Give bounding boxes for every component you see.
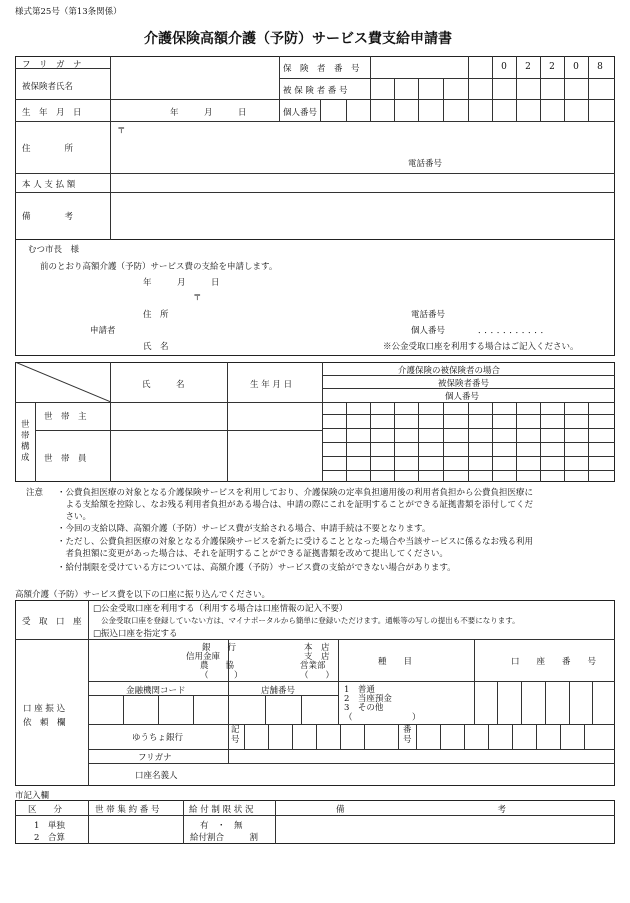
applicant-address-label: 住 所	[143, 310, 169, 320]
postal-mark: 〒	[117, 126, 126, 136]
yucho-label: ゆうちょ銀行	[132, 733, 184, 743]
account-holder-label: 口座名義人	[135, 771, 178, 781]
account-furigana-label: フリガナ	[138, 753, 172, 763]
notes-lead: 注意	[26, 488, 44, 498]
insurer-digit: 8	[597, 62, 603, 72]
bank-type: 農 協	[200, 661, 235, 671]
form-number: 様式第25号（第13条関係）	[15, 7, 122, 17]
kigou-label: 記号	[231, 725, 240, 745]
section-option: 1 単独	[34, 821, 65, 831]
section-header: 区 分	[28, 805, 63, 815]
branch-type: （ ）	[300, 671, 335, 681]
phone-label: 電話番号	[408, 159, 443, 169]
applicant-phone-label: 電話番号	[411, 310, 446, 320]
note-line: よる支給額を控除し、なお残る利用者負担がある場合は、申請の際にこれを証明することができる証拠書類を添付してくだ	[57, 500, 534, 510]
address-label: 住 所	[22, 144, 74, 154]
branch-type: 支 店	[304, 652, 330, 662]
city-remarks-header: 備 考	[336, 805, 507, 815]
bangou-label: 番号	[403, 725, 412, 745]
remarks-label: 備 考	[22, 212, 74, 222]
note-line: ・今回の支給以降、高額介護（予防）サービス費が支給される場合、申請手続は不要となります。	[57, 524, 431, 534]
note-line: ・公費負担医療の対象となる介護保険サービスを利用しており、介護保険の定率負担適用後の利用者負担から公費負担医療に	[57, 488, 534, 498]
city-heading: 市記入欄	[15, 791, 50, 801]
household-number-header: 世 帯 集 約 番 号	[95, 805, 160, 815]
household-birthdate-header: 生 年 月 日	[250, 380, 293, 390]
bank-type: （ ）	[200, 671, 243, 681]
option-public-account[interactable]: □公金受取口座を利用する（利用する場合は口座情報の記入不要）	[93, 604, 348, 614]
insurer-number-label: 保 険 者 番 号	[283, 64, 360, 74]
application-date: 年 月 日	[143, 278, 220, 288]
account-kind: 2 当座預金	[344, 694, 392, 704]
insured-name-label: 被保険者氏名	[22, 82, 74, 92]
option-public-note: 公金受取口座を登録していない方は、マイナポータルから簡単に登録いただけます。通帳等の写しの提出も不要になります。	[101, 616, 520, 625]
restriction-option: 有 ・ 無	[200, 821, 243, 831]
transfer-label: 口 座 振 込	[23, 704, 66, 714]
addressee: むつ市長 様	[28, 245, 80, 255]
applicant-name-label: 氏 名	[143, 342, 169, 352]
branch-type: 営業部	[300, 661, 326, 671]
self-payment-label: 本 人 支 払 額	[22, 180, 76, 190]
household-personal-number-header: 個人番号	[445, 392, 480, 402]
personal-number-dots: ．．．．．．．．．．．	[478, 326, 552, 336]
benefit-ratio: 給付割合 割	[190, 833, 259, 843]
household-member-label: 世 帯 員	[44, 454, 87, 464]
page-title: 介護保険高額介護（予防）サービス費支給申請書	[144, 31, 452, 47]
branch-code-label: 店舗番号	[261, 686, 296, 696]
diagonal-line	[15, 362, 111, 402]
note-line: ・給付制限を受けている方については、高額介護（予防）サービス費の支給ができない場合があります。	[57, 563, 456, 573]
note-line: さい。	[57, 512, 92, 522]
application-box	[15, 239, 615, 356]
account-kind: （ ）	[344, 713, 421, 723]
receiving-account-label: 受 取 口 座	[22, 617, 82, 627]
application-statement: 前のとおり高額介護（予防）サービス費の支給を申請します。	[40, 262, 278, 272]
insured-number-label: 被 保 険 者 番 号	[283, 86, 348, 96]
note-line: 者負担額に変更があった場合は、それを証明することができる証拠書類を改めて提出してください。	[57, 549, 448, 559]
bank-type: 信用金庫	[186, 652, 221, 662]
birthdate-label: 生 年 月 日	[22, 108, 82, 118]
branch-type: 本 店	[304, 643, 330, 653]
household-head-label: 世 帯 主	[44, 412, 87, 422]
insured-case-header: 介護保険の被保険者の場合	[398, 366, 501, 376]
furigana-label: フ リ ガ ナ	[22, 60, 82, 70]
transfer-label: 依 頼 欄	[23, 718, 66, 728]
account-number-header: 口 座 番 号	[511, 657, 597, 667]
kind-header: 種 目	[378, 657, 413, 667]
note-line: ・ただし、公費負担医療の対象となる介護保険サービスを新たに受けることとなった場合や当該サービスに係るなお残る利用	[57, 537, 534, 547]
household-insured-number-header: 被保険者番号	[438, 379, 490, 389]
applicant-personal-number-label: 個人番号	[411, 326, 446, 336]
option-designate-account[interactable]: □振込口座を指定する	[93, 629, 178, 639]
bank-type: 銀 行	[202, 643, 237, 653]
applicant-label: 申請者	[90, 326, 116, 336]
bank-code-label: 金融機関コード	[126, 686, 186, 696]
birthdate-value: 年 月 日	[170, 108, 247, 118]
insurer-digit: 0	[501, 62, 507, 72]
insurer-digit: 2	[525, 62, 531, 72]
insurer-digit: 2	[549, 62, 555, 72]
account-note: ※公金受取口座を利用する場合はご記入ください。	[383, 342, 579, 352]
applicant-postal-mark: 〒	[193, 293, 202, 303]
household-group-label: 世帯構成	[21, 420, 30, 463]
account-kind: 1 普通	[344, 685, 375, 695]
section-option: 2 合算	[34, 833, 65, 843]
account-kind: 3 その他	[344, 703, 384, 713]
household-name-header: 氏 名	[142, 380, 185, 390]
bank-intro: 高額介護（予防）サービス費を以下の口座に振り込んでください。	[15, 590, 271, 600]
personal-number-label: 個人番号	[283, 108, 318, 118]
restriction-header: 給 付 制 限 状 況	[189, 805, 254, 815]
insurer-digit: 0	[573, 62, 579, 72]
